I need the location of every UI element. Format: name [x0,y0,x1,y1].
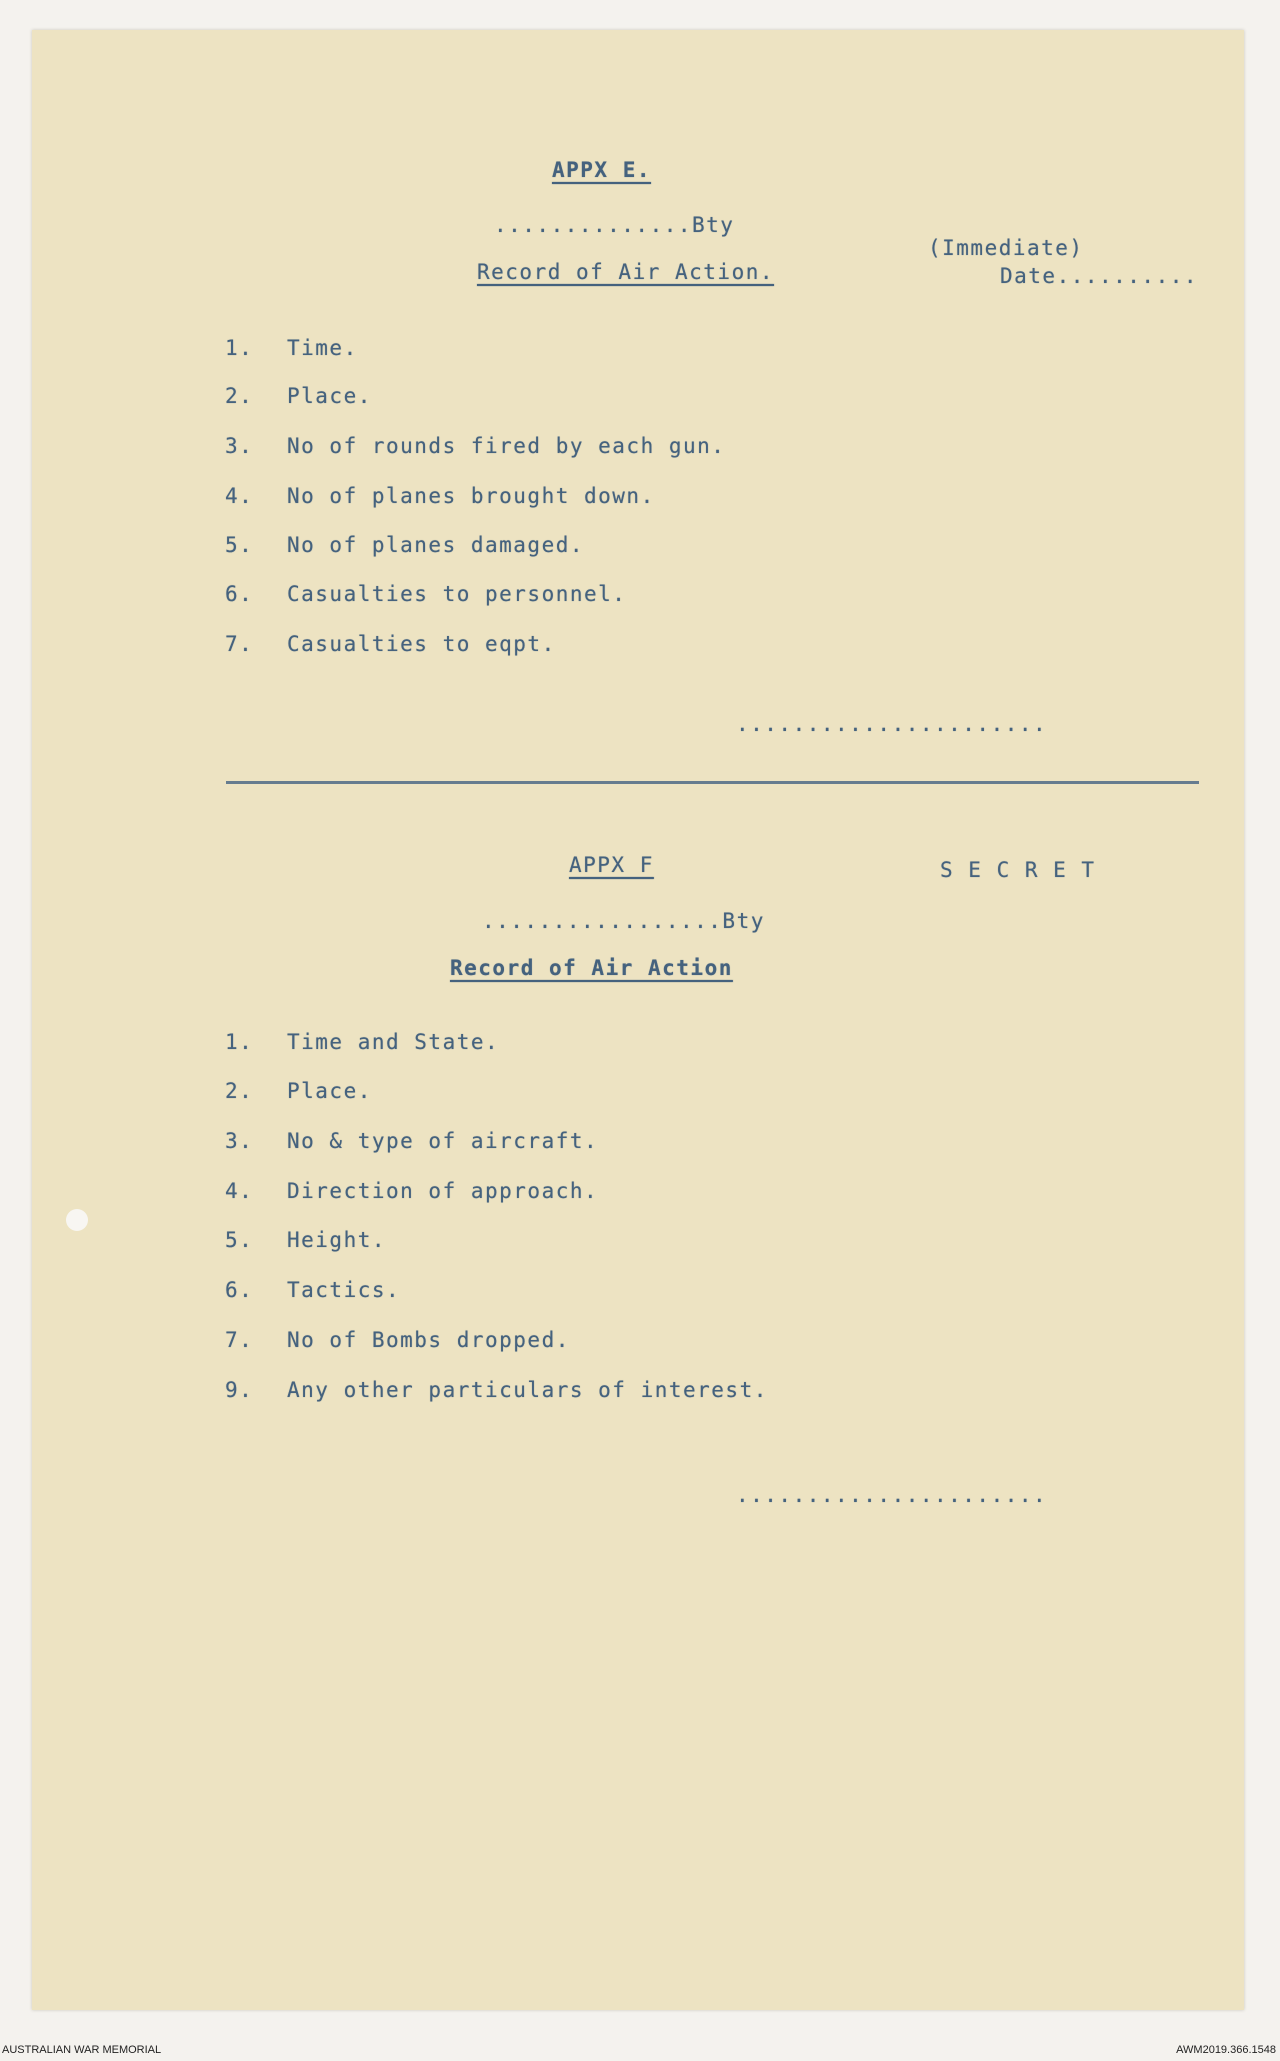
item-number: 6. [225,1278,254,1302]
item-text: Height. [287,1228,387,1252]
item-number: 5. [225,533,254,557]
item-text: No of rounds fired by each gun. [287,434,726,458]
item-text: No of planes damaged. [287,533,585,557]
item-number: 6. [225,582,254,606]
document-page [32,30,1244,2010]
appendix-f-battery-line: .................Bty [482,909,765,933]
appendix-f-title: APPX F [569,853,654,877]
item-number: 3. [225,1129,254,1153]
item-number: 3. [225,434,254,458]
item-text: No of planes brought down. [287,484,655,508]
item-text: No & type of aircraft. [287,1129,599,1153]
item-text: Place. [287,384,372,408]
appendix-e-title: APPX E. [552,158,652,182]
appendix-f-heading: Record of Air Action [450,956,733,980]
list-item [225,434,1025,464]
item-number: 4. [225,484,254,508]
item-text: No of Bombs dropped. [287,1328,570,1352]
punch-hole [66,1209,88,1231]
list-item [225,533,1025,563]
item-number: 5. [225,1228,254,1252]
item-text: Direction of approach. [287,1179,599,1203]
appendix-f-signature-line: ...................... [736,1483,1048,1507]
list-item [225,1378,1025,1408]
list-item [225,336,1025,366]
list-item [225,1179,1025,1209]
item-text: Time. [287,336,358,360]
list-item [225,484,1025,514]
item-text: Time and State. [287,1030,500,1054]
appendix-e-signature-line: ...................... [736,712,1048,736]
list-item [225,632,1025,662]
list-item [225,1030,1025,1060]
list-item [225,1328,1025,1358]
list-item [225,384,1025,414]
section-divider [226,781,1199,784]
list-item [225,582,1025,612]
footer-accession-number: AWM2019.366.1548 [1176,2044,1276,2056]
item-text: Casualties to personnel. [287,582,627,606]
item-text: Tactics. [287,1278,401,1302]
appendix-e-battery-line: ..............Bty [494,213,735,237]
item-number: 7. [225,632,254,656]
item-number: 1. [225,336,254,360]
list-item [225,1278,1025,1308]
appendix-e-heading: Record of Air Action. [477,260,775,284]
classification-label: S E C R E T [940,858,1096,882]
item-number: 9. [225,1378,254,1402]
item-text: Any other particulars of interest. [287,1378,768,1402]
list-item [225,1228,1025,1258]
appendix-e-immediate: (Immediate) [928,236,1084,260]
footer-institution: AUSTRALIAN WAR MEMORIAL [2,2044,162,2056]
item-number: 1. [225,1030,254,1054]
list-item [225,1129,1025,1159]
item-text: Place. [287,1079,372,1103]
item-number: 2. [225,1079,254,1103]
item-text: Casualties to eqpt. [287,632,556,656]
appendix-e-date-line: Date.......... [1000,264,1199,288]
item-number: 4. [225,1179,254,1203]
item-number: 7. [225,1328,254,1352]
list-item [225,1079,1025,1109]
item-number: 2. [225,384,254,408]
